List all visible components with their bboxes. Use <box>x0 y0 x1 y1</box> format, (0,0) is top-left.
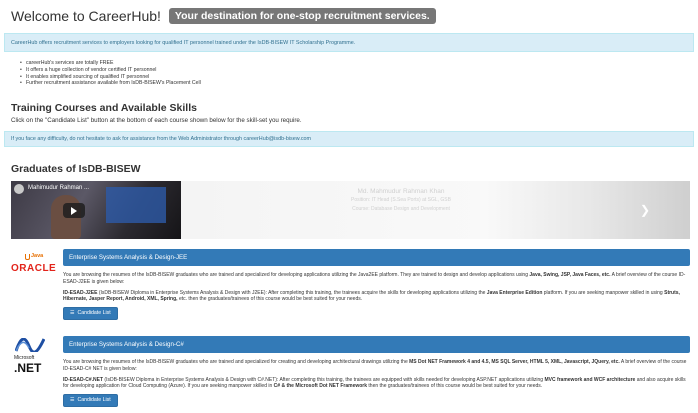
course-desc-b: platform. If you are seeking manpower skilled in using <box>543 289 663 296</box>
list-icon: ☰ <box>70 310 75 317</box>
course-intro-skills: MS Dot NET Framework 4 and 4.5, MS SQL Server, HTML 5, XML, Javascript, JQuery, etc. <box>409 359 620 365</box>
java-logo-text: Java <box>31 253 44 259</box>
feature-item: • careerHub's services are totally FREE <box>26 60 201 67</box>
video-title[interactable]: Mahimudur Rahman ... <box>28 185 90 191</box>
oracle-java-logo <box>11 249 63 293</box>
net-wave-icon <box>15 338 45 352</box>
carousel-slide <box>301 187 501 214</box>
slide-course: Course: Database Design and Development <box>352 206 450 212</box>
course-description <box>63 290 687 304</box>
tagline-badge: Your destination for one-stop recruitment services. <box>169 8 436 24</box>
course-code: ID-ESAD-J2EE <box>63 289 98 296</box>
course-intro <box>63 359 687 373</box>
slide-name: Md. Mahmudur Rahman Khan <box>357 188 445 195</box>
course-title-bar <box>63 249 690 266</box>
oracle-logo-text: ORACLE <box>11 263 57 274</box>
candidate-list-button[interactable] <box>63 307 118 320</box>
graduates-media <box>11 181 690 239</box>
course-intro-tail: A brief overview of the course ID-ESAD-C# NET is given below: <box>63 359 687 372</box>
course-title: Enterprise Systems Analysis & Design-C# <box>69 341 184 348</box>
course-intro-skills: Java, Swing, JSP, Java Faces, etc. <box>529 272 611 278</box>
microsoft-net-logo <box>11 336 63 380</box>
course-desc-platform: Java Enterprise Edition <box>486 289 543 296</box>
course-desc-c: then the graduates/trainees of this course would be best suited for your needs. <box>368 383 543 390</box>
course-intro <box>63 272 687 286</box>
course-title: Enterprise Systems Analysis & Design-JEE <box>69 254 188 261</box>
course-intro-text: You are browsing the resumes of the IsDB-BISEW graduates who are trained and specialized for creating and developing architectural drawings utilizing the <box>63 359 408 365</box>
net-logo-text: .NET <box>14 361 42 375</box>
page-title: Welcome to CareerHub! <box>11 8 161 24</box>
assistance-text: If you face any difficulty, do not hesitate to ask for assistance from the Web Administrator through <box>11 136 243 142</box>
channel-avatar <box>14 184 24 194</box>
course-desc-skills: C# & the Microsoft Dot NET Framework <box>273 383 368 390</box>
button-label: Candidate List <box>77 397 111 404</box>
feature-item: • It enables simplified sourcing of qualified IT personnel <box>26 74 201 81</box>
course-desc-b: and also acquire skills for developing application for Cloud Computing (Azure). If you are seeking manpower skilled in <box>63 376 686 390</box>
slide-position: Position: IT Head (S.Sea Ports) at SGL, GSB <box>351 197 451 203</box>
course-intro-tail: A brief overview of the course ID-ESAD-J2EE is given below: <box>63 272 686 285</box>
admin-email-link[interactable]: careerHub@isdb-bisew.com <box>243 136 312 142</box>
course-body <box>63 359 687 407</box>
candidate-list-button[interactable] <box>63 394 118 407</box>
list-icon: ☰ <box>70 397 75 404</box>
course-desc-c: etc. then the graduates/trainees of this course would be best suited for your needs. <box>178 296 363 303</box>
course-desc-a: (IsDB-BISEW Diploma in Enterprise Systems Analysis & Design with J2EE): After completing this training, the trainees acquire the skills for developing applications utilizing the <box>98 289 486 296</box>
assistance-alert <box>4 131 694 147</box>
play-icon[interactable] <box>63 203 85 218</box>
course-desc-a: (IsDB-BISEW Diploma in Enterprise Systems Analysis & Design with C#.NET): After completing this training, the trainees are equipped with skills needed for developing ASP.NET applications utilizing <box>104 376 544 383</box>
feature-item: • It offers a huge collection of vendor certified IT personnel <box>26 67 201 74</box>
microsoft-logo-text: Microsoft <box>14 355 35 361</box>
video-player[interactable] <box>11 181 181 239</box>
chevron-right-icon[interactable]: ❯ <box>639 203 650 217</box>
course-title-bar <box>63 336 690 353</box>
course-desc-skills: Struts, Hibernate, Jasper Report, Android, XML, Spring, <box>63 289 680 303</box>
feature-list <box>26 60 201 87</box>
course-body <box>63 272 687 320</box>
course-description <box>63 377 687 391</box>
course-intro-text: You are browsing the resumes of the IsDB-BISEW graduates who are trained and specialized for developing applications utilizing the Java2EE platform. They are trained to design and develop applications using <box>63 272 528 278</box>
course-desc-platform: MVC framework and WCF architecture <box>544 376 636 383</box>
intro-text: CareerHub offers recruitment services to employers looking for qualified IT personnel trained under the IsDB-BISEW IT Scholarship Programme. <box>11 39 356 46</box>
graduates-heading: Graduates of IsDB-BISEW <box>11 163 141 175</box>
training-instruction: Click on the "Candidate List" button at the bottom of each course shown below for the skill-set you require. <box>11 117 302 124</box>
graduate-carousel[interactable] <box>181 181 690 239</box>
java-cup-icon <box>25 254 30 260</box>
video-screen-shape <box>106 187 166 223</box>
training-heading: Training Courses and Available Skills <box>11 102 197 114</box>
feature-item: • Further recruitment assistance available from IsDB-BISEW's Placement Cell <box>26 80 201 87</box>
course-code: ID-ESAD-C#.NET <box>63 376 104 383</box>
button-label: Candidate List <box>77 310 111 317</box>
page-header <box>11 6 436 26</box>
intro-alert <box>4 33 694 52</box>
